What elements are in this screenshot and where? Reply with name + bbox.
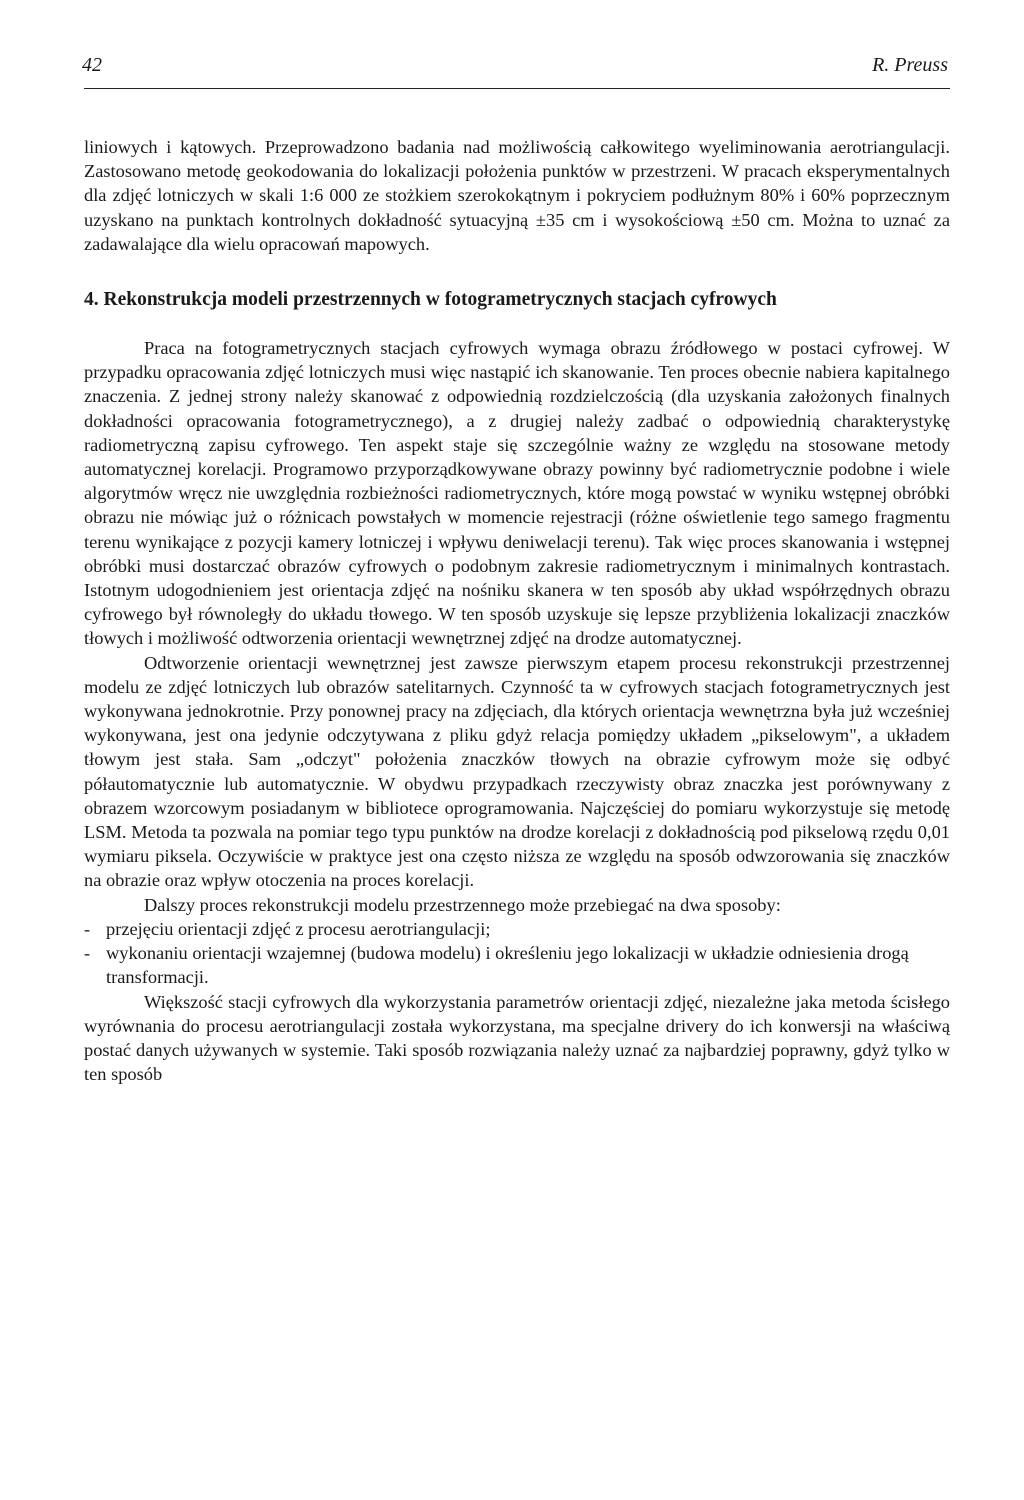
running-header bbox=[84, 48, 950, 89]
page-number: 42 bbox=[82, 54, 102, 76]
running-header-author: R. Preuss bbox=[872, 54, 948, 76]
paragraph-continuation: liniowych i kątowych. Przeprowadzono badania nad możliwością całkowitego wyeliminowania aerotriangulacji. Zastosowano metodę geokodowania do lokalizacji położenia punktów w przestrzeni. W pracach eksperymentalnych dla zdjęć lotniczych w skali 1:6 000 ze stożkiem szerokokątnym i pokryciem podłużnym 80% i 60% poprzecznym uzyskano na punktach kontrolnych dokładność sytuacyjną ±35 cm i wysokościową ±50 cm. Można to uznać za zadawalające dla wielu opracowań mapowych. bbox=[84, 137, 950, 254]
list-item-text: przejęciu orientacji zdjęć z procesu aerotriangulacji; bbox=[106, 918, 491, 939]
paragraph-scanning: Praca na fotogrametrycznych stacjach cyfrowych wymaga obrazu źródłowego w postaci cyfrowej. W przypadku opracowania zdjęć lotniczych musi więc nastąpić ich skanowanie. Ten proces obecnie nabiera kapitalnego znaczenia. Z jednej strony należy skanować z odpowiednią rozdzielczością (dla uzyskania założonych finalnych dokładności opracowania fotogrametrycznego), a z drugiej należy zadbać o odpowiednią charakterystykę radiometryczną zapisu cyfrowego. Ten aspekt staje się szczególnie ważny ze względu na stosowane metody automatycznej korelacji. Programowo przyporządkowywane obrazy powinny być radiometrycznie podobne i wiele algorytmów wręcz nie uwzględnia rozbieżności radiometrycznych, które mogą powstać w wyniku wstępnej obróbki obrazu nie mówiąc już o różnicach powstałych w momencie rejestracji (różne oświetlenie tego samego fragmentu terenu wynikające z pozycji kamery lotniczej i wpływu deniwelacji terenu). Tak więc proces skanowania i wstępnej obróbki musi dostarczać obrazów cyfrowych o podobnym zakresie radiometrycznym i minimalnych kontrastach. Istotnym udogodnieniem jest orientacja zdjęć na nośniku skanera w ten sposób aby układ współrzędnych obrazu cyfrowego był równoległy do układu tłowego. W ten sposób uzyskuje się lepsze przybliżenia lokalizacji znaczków tłowych i możliwość odtworzenia orientacji wewnętrznej zdjęć na drodze automatycznej. bbox=[84, 338, 950, 649]
section-heading: 4. Rekonstrukcja modeli przestrzennych w fotogrametrycznych stacjach cyfrowych bbox=[84, 289, 777, 311]
list-item-text: wykonaniu orientacji wzajemnej (budowa modelu) i określeniu jego lokalizacji w układzie odniesienia drogą transformacji. bbox=[106, 943, 909, 988]
method-list bbox=[84, 917, 950, 990]
paragraph-reconstruction-methods: Dalszy proces rekonstrukcji modelu przestrzennego może przebiegać na dwa sposoby: bbox=[144, 894, 781, 915]
list-item bbox=[84, 941, 950, 989]
list-bullet: - bbox=[84, 943, 91, 964]
paragraph-interior-orientation: Odtworzenie orientacji wewnętrznej jest zawsze pierwszym etapem procesu rekonstrukcji przestrzennej modelu ze zdjęć lotniczych lub obrazów satelitarnych. Czynność ta w cyfrowych stacjach fotogrametrycznych jest wykonywana jednokrotnie. Przy ponownej pracy na zdjęciach, dla których orientacja wewnętrzna była już wcześniej wykonywana, jest ona jedynie odczytywana z pliku gdyż relacja pomiędzy układem „pikselowym", a układem tłowym jest stała. Sam „odczyt" położenia znaczków tłowych na obrazie cyfrowym może się odbyć półautomatycznie lub automatycznie. W obydwu przypadkach rzeczywisty obraz znaczka jest porównywany z obrazem wzorcowym posiadanym w bibliotece oprogramowania. Najczęściej do pomiaru wykorzystuje się metodę LSM. Metoda ta pozwala na pomiar tego typu punktów na drodze korelacji z dokładnością pod pikselową rzędu 0,01 wymiaru piksela. Oczywiście w praktyce jest ona często niższa ze względu na sposób odwzorowania się znaczków na obrazie oraz wpływ otoczenia na proces korelacji. bbox=[84, 652, 950, 891]
list-item bbox=[84, 917, 950, 941]
document-page bbox=[84, 48, 950, 1086]
paragraph-digital-stations: Większość stacji cyfrowych dla wykorzystania parametrów orientacji zdjęć, niezależne jaka metoda ścisłego wyrównania do procesu aerotriangulacji została wykorzystana, ma specjalne drivery do ich konwersji na właściwą postać danych używanych w systemie. Taki sposób rozwiązania należy uznać za najbardziej poprawny, gdyż tylko w ten sposób bbox=[84, 991, 950, 1085]
body-text bbox=[84, 135, 950, 1086]
list-bullet: - bbox=[84, 918, 91, 939]
